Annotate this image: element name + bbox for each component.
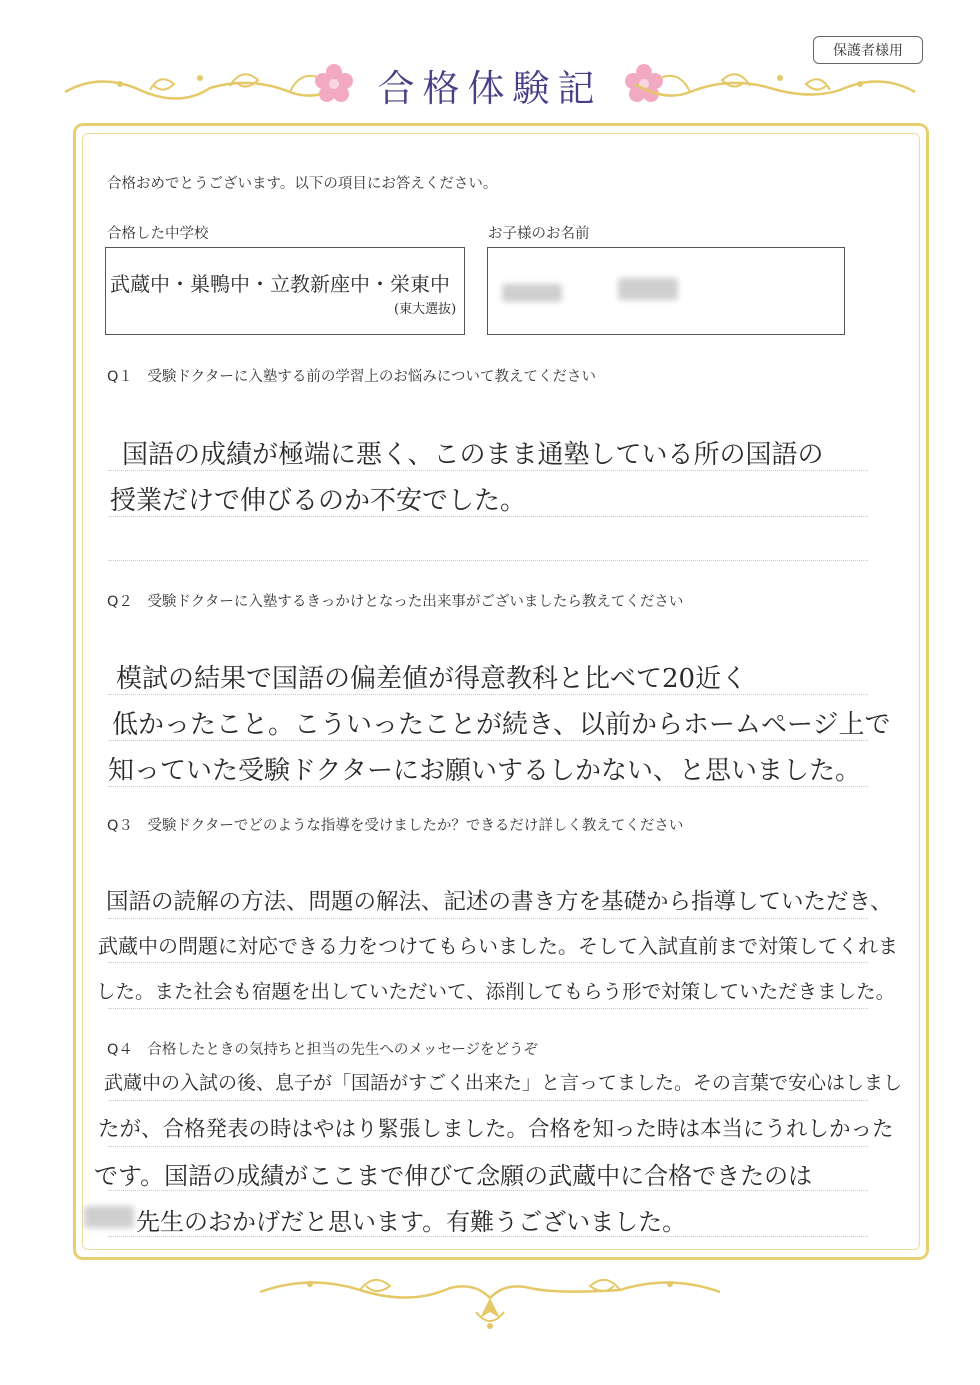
child-name-label: お子様のお名前 (488, 226, 590, 242)
q4-label: Q４ 合格したときの気持ちと担当の先生へのメッセージをどうぞ (107, 1042, 539, 1058)
q1-answer-line-1: 国語の成績が極端に悪く、このまま通塾している所の国語の (122, 440, 824, 470)
answer-rule (108, 1008, 868, 1009)
bottom-scroll-ornament (250, 1268, 730, 1338)
left-flower-icon (312, 62, 356, 106)
answer-rule (108, 470, 868, 471)
q4-answer-line-4: 先生のおかげだと思います。有難うございました。 (136, 1208, 687, 1236)
q3-answer-line-3: した。また社会も宿題を出していただいて、添削してもらう形で対策していただきました。 (96, 980, 896, 1003)
q1-label: Q１ 受験ドクターに入塾する前の学習上のお悩みについて教えてください (107, 369, 597, 385)
answer-rule (108, 1100, 868, 1101)
child-name-box (487, 247, 845, 335)
answer-rule (108, 560, 868, 561)
q2-answer-line-2: 低かったこと。こういったことが続き、以前からホームページ上で (112, 710, 891, 740)
answer-rule (108, 918, 868, 919)
answer-rule (108, 1236, 868, 1237)
q3-answer-line-1: 国語の読解の方法、問題の解法、記述の書き方を基礎から指導していただき、 (106, 889, 893, 915)
q3-label: Q３ 受験ドクターでどのような指導を受けましたか？できるだけ詳しく教えてください (107, 818, 684, 834)
redacted-name (502, 284, 562, 302)
school-box (105, 247, 465, 335)
q4-answer-line-2: たが、合格発表の時はやはり緊張しました。合格を知った時は本当にうれしかった (98, 1117, 894, 1142)
q3-answer-line-2: 武蔵中の問題に対応できる力をつけてもらいました。そして入試直前まで対策してくれま (98, 934, 898, 958)
answer-rule (108, 516, 868, 517)
answer-rule (108, 1146, 868, 1147)
redacted-teacher-name (84, 1206, 134, 1228)
school-label: 合格した中学校 (107, 226, 209, 242)
school-note: (東大選抜) (394, 302, 457, 317)
answer-rule (108, 740, 868, 741)
q2-answer-line-1: 模試の結果で国語の偏差値が得意教科と比べて20近く (116, 664, 748, 694)
intro-text: 合格おめでとうございます。以下の項目にお答えください。 (107, 176, 498, 192)
q2-answer-line-3: 知っていた受験ドクターにお願いするしかない、と思いました。 (108, 756, 861, 786)
answer-rule (108, 694, 868, 695)
q4-answer-line-1: 武蔵中の入試の後、息子が「国語がすごく出来た」と言ってました。その言葉で安心はしまし (104, 1072, 903, 1094)
answer-rule (108, 786, 868, 787)
redacted-name (618, 278, 678, 300)
q4-answer-line-3: です。国語の成績がここまで伸びて念願の武蔵中に合格できたのは (94, 1162, 813, 1190)
left-scroll-ornament (60, 62, 350, 108)
right-scroll-ornament (630, 62, 920, 108)
q2-label: Q２ 受験ドクターに入塾するきっかけとなった出来事がございましたら教えてください (107, 594, 684, 610)
page-title: 合格体験記 (377, 67, 603, 110)
q1-answer-line-2: 授業だけで伸びるのか不安でした。 (110, 486, 527, 516)
answer-rule (108, 962, 868, 963)
school-value: 武蔵中・巣鴨中・立教新座中・栄東中 (110, 272, 450, 296)
audience-badge: 保護者様用 (813, 36, 923, 64)
answer-rule (108, 1190, 868, 1191)
